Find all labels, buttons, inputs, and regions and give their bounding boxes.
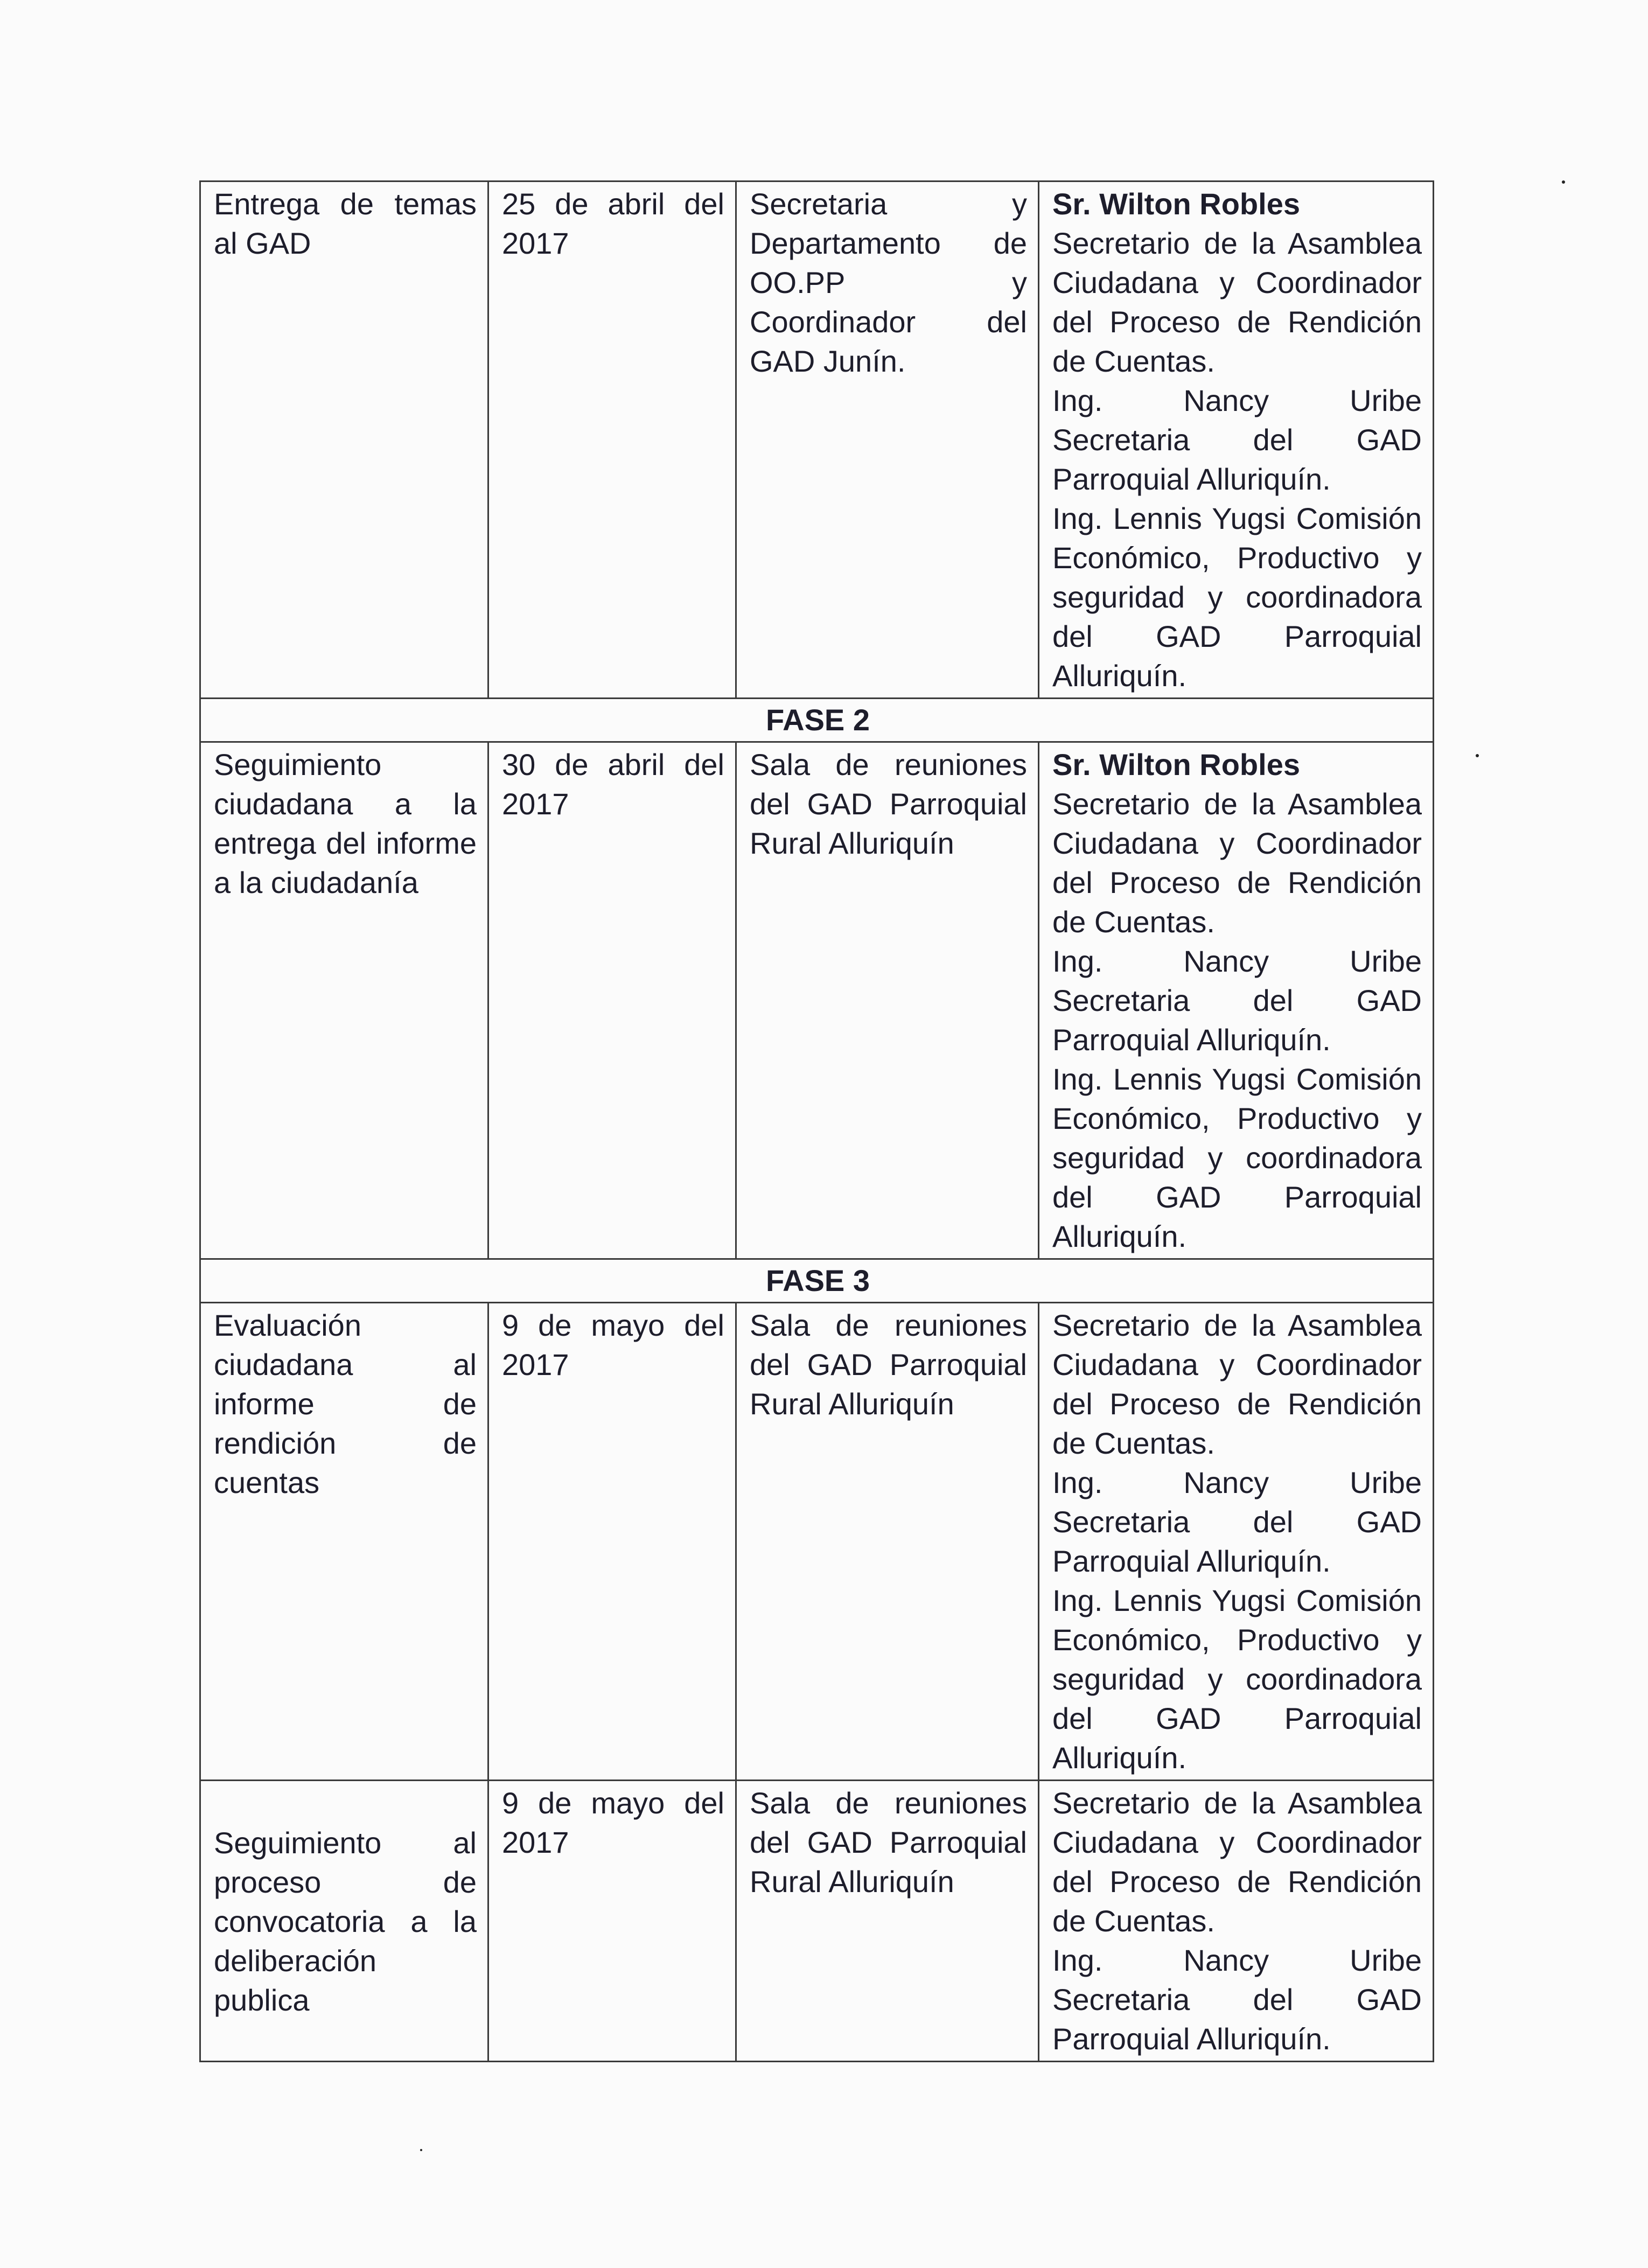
table-row bbox=[200, 742, 1434, 1259]
phase-heading: FASE 2 bbox=[200, 699, 1434, 742]
place-cell: Sala de reuniones del GAD Parroquial Rural Alluriquín bbox=[736, 1781, 1039, 2062]
responsible-cell bbox=[1039, 1303, 1434, 1781]
phase-row bbox=[200, 699, 1434, 742]
responsible-entry: Secretario de la Asamblea Ciudadana y Coordinador del Proceso de Rendición de Cuentas. bbox=[1052, 1786, 1422, 1938]
responsible-entry: Ing. Nancy Uribe Secretaria del GAD Parroquial Alluriquín. bbox=[1052, 383, 1422, 496]
responsible-entry: Ing. Lennis Yugsi Comisión Económico, Productivo y seguridad y coordinadora del GAD Parroquial Alluriquín. bbox=[1052, 1583, 1422, 1775]
table-row bbox=[200, 1781, 1434, 2062]
date-cell: 9 de mayo del 2017 bbox=[488, 1303, 736, 1781]
activity-cell: Entrega de temas al GAD bbox=[200, 182, 488, 699]
schedule-table bbox=[199, 180, 1434, 2062]
date-cell: 25 de abril del 2017 bbox=[488, 182, 736, 699]
date-cell: 30 de abril del 2017 bbox=[488, 742, 736, 1259]
activity-cell: Evaluación ciudadana al informe de rendición de cuentas bbox=[200, 1303, 488, 1781]
activity-cell: Seguimiento al proceso de convocatoria a la deliberación publica bbox=[200, 1781, 488, 2062]
responsible-name: Sr. Wilton Robles bbox=[1052, 187, 1300, 221]
phase-heading: FASE 3 bbox=[200, 1259, 1434, 1303]
responsible-entry: Ing. Lennis Yugsi Comisión Económico, Productivo y seguridad y coordinadora del GAD Parroquial Alluriquín. bbox=[1052, 501, 1422, 693]
table-row bbox=[200, 1303, 1434, 1781]
schedule-table-body bbox=[200, 182, 1434, 2062]
date-cell: 9 de mayo del 2017 bbox=[488, 1781, 736, 2062]
scan-speck bbox=[1476, 754, 1479, 757]
responsible-entry: Secretario de la Asamblea Ciudadana y Coordinador del Proceso de Rendición de Cuentas. bbox=[1052, 1308, 1422, 1460]
responsible-cell bbox=[1039, 182, 1434, 699]
responsible-entry: Ing. Nancy Uribe Secretaria del GAD Parroquial Alluriquín. bbox=[1052, 944, 1422, 1057]
responsible-name: Sr. Wilton Robles bbox=[1052, 748, 1300, 781]
activity-cell: Seguimiento ciudadana a la entrega del informe a la ciudadanía bbox=[200, 742, 488, 1259]
phase-row bbox=[200, 1259, 1434, 1303]
scan-speck bbox=[420, 2149, 422, 2151]
responsible-entry: Ing. Nancy Uribe Secretaria del GAD Parroquial Alluriquín. bbox=[1052, 1466, 1422, 1578]
responsible-entry: Ing. Nancy Uribe Secretaria del GAD Parroquial Alluriquín. bbox=[1052, 1943, 1422, 2056]
responsible-entry: Ing. Lennis Yugsi Comisión Económico, Productivo y seguridad y coordinadora del GAD Parroquial Alluriquín. bbox=[1052, 1062, 1422, 1253]
place-cell: Sala de reuniones del GAD Parroquial Rural Alluriquín bbox=[736, 742, 1039, 1259]
responsible-cell bbox=[1039, 1781, 1434, 2062]
place-cell: Secretaria y Departamento de OO.PP y Coordinador del GAD Junín. bbox=[736, 182, 1039, 699]
responsible-cell bbox=[1039, 742, 1434, 1259]
scan-speck bbox=[1562, 180, 1565, 184]
responsible-entry: Secretario de la Asamblea Ciudadana y Coordinador del Proceso de Rendición de Cuentas. bbox=[1052, 226, 1422, 378]
responsible-entry: Secretario de la Asamblea Ciudadana y Coordinador del Proceso de Rendición de Cuentas. bbox=[1052, 787, 1422, 939]
place-cell: Sala de reuniones del GAD Parroquial Rural Alluriquín bbox=[736, 1303, 1039, 1781]
table-row bbox=[200, 182, 1434, 699]
